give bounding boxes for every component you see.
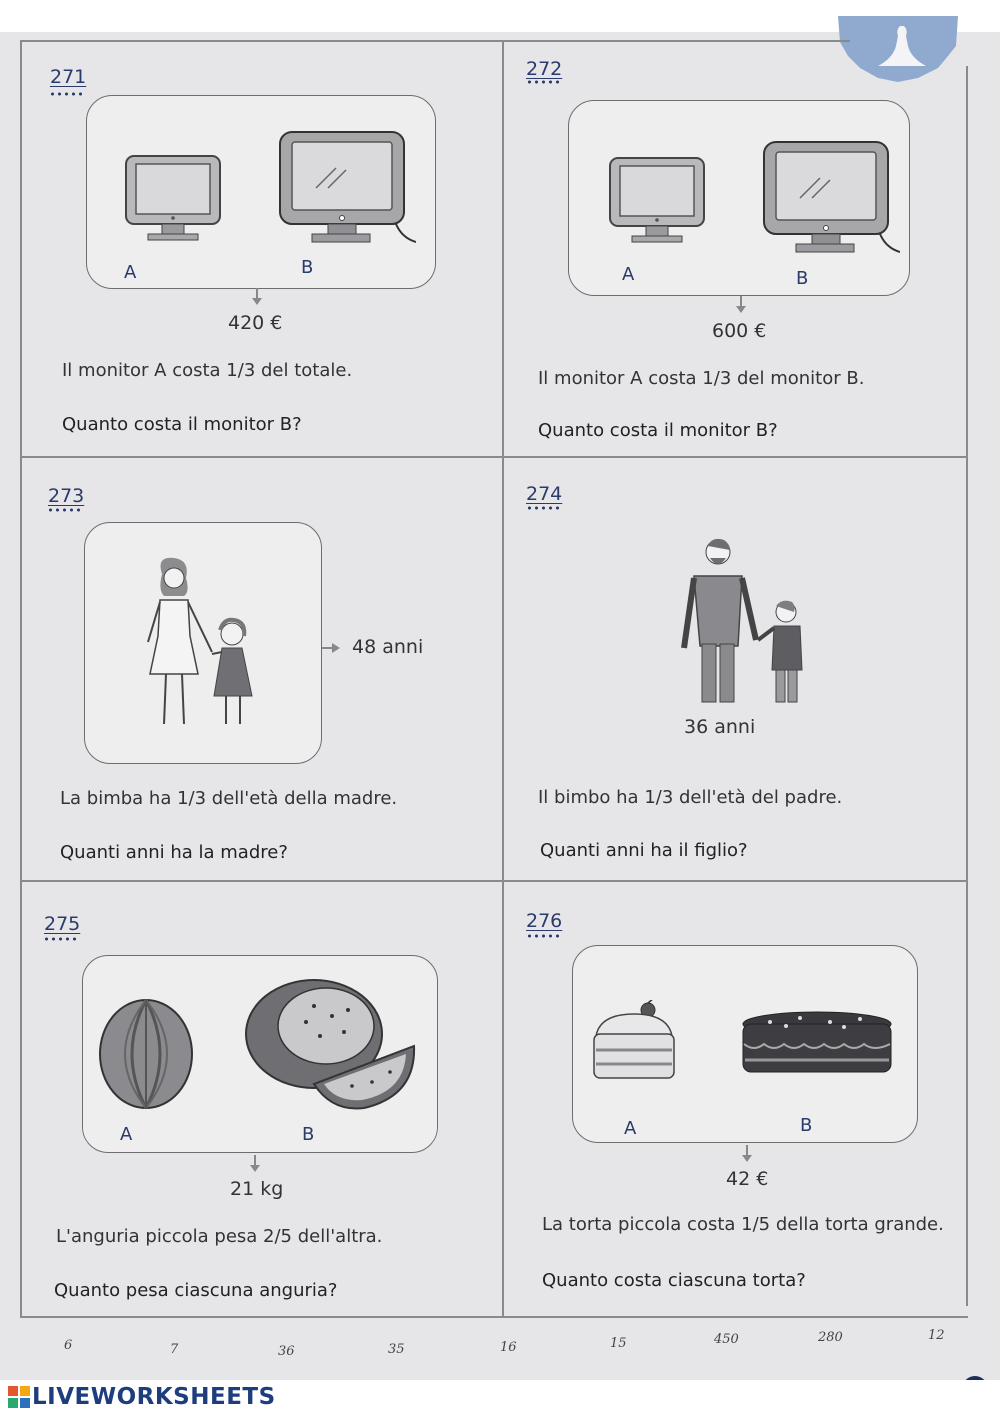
label-b: B	[302, 1124, 315, 1145]
problem-number: 275	[44, 913, 81, 935]
arrow-down-icon	[740, 1145, 754, 1163]
answer-option[interactable]: 16	[500, 1340, 517, 1355]
monitor-icon	[760, 138, 900, 260]
problem-question: Quanto pesa ciascuna anguria?	[54, 1280, 338, 1301]
monitor-icon	[276, 128, 416, 250]
father-son-icon	[676, 536, 816, 711]
number-dots	[526, 506, 560, 510]
number-dots	[47, 508, 81, 512]
answer-option[interactable]: 7	[170, 1342, 179, 1357]
problem-question: Quanto costa il monitor B?	[538, 420, 778, 441]
total-amount: 36 anni	[684, 716, 756, 738]
arrow-down-icon	[250, 288, 264, 306]
watermelon-icon	[98, 996, 198, 1111]
answer-option[interactable]: 15	[610, 1336, 627, 1351]
label-b: B	[796, 268, 809, 289]
answer-option[interactable]: 450	[714, 1332, 739, 1347]
monitor-icon	[120, 150, 230, 245]
liveworksheets-logo-icon	[8, 1386, 30, 1408]
cake-icon	[740, 1010, 894, 1086]
problem-question: Quanto costa il monitor B?	[62, 414, 302, 435]
answer-option[interactable]: 36	[278, 1344, 295, 1359]
grid-border-left	[20, 40, 22, 1318]
problem-number: 273	[48, 485, 85, 507]
problem-statement: Il monitor A costa 1/3 del monitor B.	[538, 368, 865, 389]
grid-divider-row1	[20, 456, 968, 458]
arrow-down-icon	[248, 1155, 262, 1173]
number-dots	[43, 937, 77, 941]
problem-statement: Il monitor A costa 1/3 del totale.	[62, 360, 353, 381]
problem-statement: Il bimbo ha 1/3 dell'età del padre.	[538, 787, 843, 808]
total-amount: 600 €	[712, 320, 767, 342]
label-a: A	[622, 264, 635, 285]
grid-divider-vertical	[502, 40, 504, 1318]
label-a: A	[124, 262, 137, 283]
answer-option[interactable]: 12	[928, 1328, 945, 1343]
problem-question: Quanti anni ha la madre?	[60, 842, 288, 863]
answer-strip	[0, 1328, 1000, 1368]
answer-option[interactable]: 35	[388, 1342, 405, 1357]
total-amount: 21 kg	[230, 1178, 284, 1200]
problem-statement: La torta piccola costa 1/5 della torta grande.	[542, 1214, 944, 1235]
grid-border-top	[20, 40, 850, 42]
problem-number: 274	[526, 483, 563, 505]
total-amount: 420 €	[228, 312, 283, 334]
arrow-down-icon	[734, 296, 748, 314]
watermelon-icon	[244, 976, 420, 1112]
answer-option[interactable]: 6	[64, 1338, 73, 1353]
monitor-icon	[604, 152, 714, 247]
label-b: B	[800, 1115, 813, 1136]
arrow-right-icon	[322, 641, 344, 655]
grid-border-bottom	[20, 1316, 968, 1318]
grid-border-right	[966, 66, 968, 1306]
number-dots	[49, 92, 83, 96]
label-a: A	[120, 1124, 133, 1145]
total-amount: 42 €	[726, 1168, 769, 1190]
mother-daughter-icon	[128, 556, 278, 736]
grid-divider-row2	[20, 880, 968, 882]
problem-statement: L'anguria piccola pesa 2/5 dell'altra.	[56, 1226, 383, 1247]
problem-question: Quanto costa ciascuna torta?	[542, 1270, 806, 1291]
label-b: B	[301, 257, 314, 278]
problem-question: Quanti anni ha il figlio?	[540, 840, 748, 861]
answer-option[interactable]: 280	[818, 1330, 843, 1345]
number-dots	[526, 80, 560, 84]
number-dots	[526, 934, 560, 938]
footer-bar	[0, 1380, 1000, 1413]
cake-icon	[590, 1000, 680, 1090]
label-a: A	[624, 1118, 637, 1139]
problem-statement: La bimba ha 1/3 dell'età della madre.	[60, 788, 398, 809]
problem-number: 271	[50, 66, 87, 88]
total-amount: 48 anni	[352, 636, 424, 658]
problem-number: 276	[526, 910, 563, 932]
brand-name[interactable]: LIVEWORKSHEETS	[32, 1384, 276, 1410]
problem-number: 272	[526, 58, 563, 80]
corner-badge-icon	[838, 16, 968, 86]
